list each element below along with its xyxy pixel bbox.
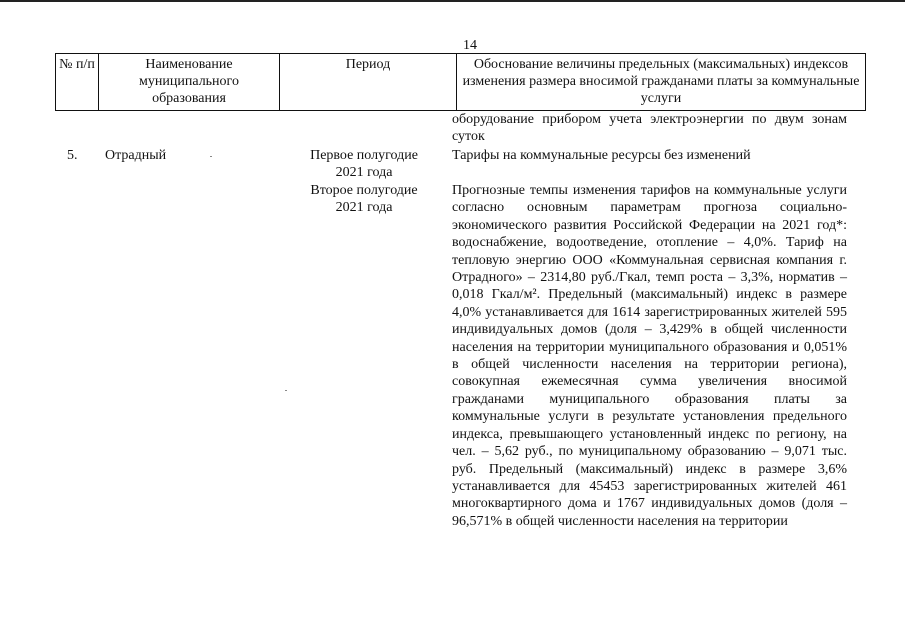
scan-speck [210, 156, 212, 157]
municipality-name: Отрадный [105, 148, 167, 163]
row-number: 5. [67, 148, 78, 163]
page-number: 14 [463, 38, 477, 53]
header-col-number: № п/п [56, 54, 99, 111]
period-first-half: Первое полугодие 2021 года [310, 148, 418, 180]
continuation-text: оборудование прибором учета электроэнергии по двум зонам суток [452, 112, 847, 145]
scan-speck [285, 390, 287, 391]
table-header [55, 53, 866, 111]
period-second-half: Второе полугодие 2021 года [310, 183, 418, 215]
basis-second-half: Прогнозные темпы изменения тарифов на коммунальные услуги согласно основным параметрам прогноза социально-экономического развития Российской Федерации на 2021 год*: водоснабжение, водоотведение, отопление – 4,0%. Тариф на тепловую энергию ООО «Коммунальная сервисная компания г. Отрадного» – 2314,80 руб./Гкал, темп роста – 3,3%, норматив – 0,018 Гкал/м². Предельный (максимальный) индекс в размере 4,0% устанавливается для 1614 зарегистрированных жителей 595 индивидуальных домов (доля – 3,429% в общей численности населения на территории муниципального образования и 0,051% в общей численности населения на территории региона), совокупная ежемесячная сумма увеличения вносимой гражданами муниципального образования платы за коммунальные услуги в результате установления предельного индекса, превышающего установленный индекс по региону, на чел. – 5,62 руб., по муниципальному образованию – 9,071 тыс. руб. Предельный (максимальный) индекс в размере 3,6% устанавливается для 45453 зарегистрированных жителей 461 многоквартирного дома и 1767 индивидуальных домов (доля – 96,571% в общей численности населения на территории [452, 183, 847, 529]
page-top-border [0, 0, 905, 2]
header-col-period: Период [280, 54, 457, 111]
basis-first-half: Тарифы на коммунальные ресурсы без изменений [452, 148, 751, 163]
header-col-municipality: Наименование муниципального образования [99, 54, 280, 111]
header-col-basis: Обоснование величины предельных (максимальных) индексов изменения размера вносимой гражданами платы за коммунальные услуги [457, 54, 866, 111]
